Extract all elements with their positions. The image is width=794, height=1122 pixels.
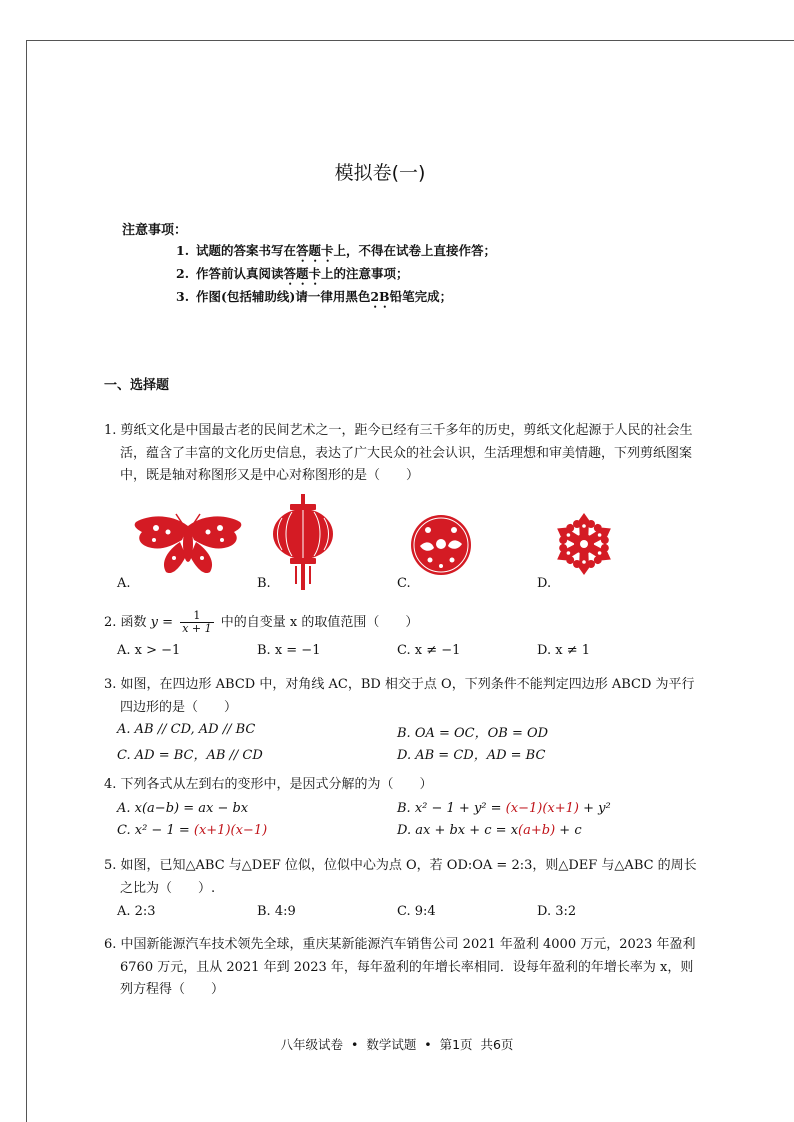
notice-item-text: 铅笔完成； <box>389 289 453 304</box>
notice-item-1 <box>176 241 496 265</box>
question-6-stem: 6. 中国新能源汽车技术领先全球，重庆某新能源汽车销售公司 2021 年盈利 4000 万元，2023 年盈利 6760 万元，且从 2021 年到 2023 年，每年盈利的年增长率相同．设每年盈利的年增长率为 x，则列方程得（ ） <box>104 937 696 997</box>
question-4-stem: 4. 下列各式从左到右的变形中，是因式分解的为（ ） <box>104 777 433 792</box>
page-border-left <box>26 40 27 1122</box>
notice-item-text: 作答前认真阅读 <box>196 266 284 281</box>
question-6 <box>104 934 704 1002</box>
q2-variable: y <box>150 615 159 630</box>
page-border-top <box>26 40 794 41</box>
q2-option-b: B. x = −1 <box>257 643 321 658</box>
notice-item-text: 作图(包括辅助线)请一律用黑色 <box>196 289 371 304</box>
snowflake-papercut-icon <box>552 512 616 576</box>
notice-item-emphasis: 答题卡 <box>296 243 334 258</box>
q2-prefix: 2. 函数 <box>104 615 151 630</box>
round-pattern-papercut-icon <box>410 514 472 576</box>
q2-denominator: x + 1 <box>182 622 212 635</box>
notice-item-text: 试题的答案书写在 <box>196 243 297 258</box>
page-title: 模拟卷(一) <box>334 162 426 184</box>
question-4 <box>104 774 704 797</box>
question-1 <box>104 420 704 488</box>
q2-option-c: C. x ≠ −1 <box>397 643 461 658</box>
notice-item-number: 2. <box>176 266 190 281</box>
q4-option-a: A. x(a−b) = ax − bx <box>117 801 249 816</box>
question-2 <box>104 610 704 635</box>
question-3-stem: 3. 如图，在四边形 ABCD 中，对角线 AC，BD 相交于点 O，下列条件不能判定四边形 ABCD 为平行四边形的是（ ） <box>104 677 695 715</box>
notice-item-text: 上的注意事项； <box>321 266 409 281</box>
q4-c-factor: (x−1) <box>230 823 268 838</box>
butterfly-papercut-icon <box>132 512 244 578</box>
q1-option-d: D. <box>537 576 552 591</box>
section-heading: 一、选择题 <box>104 378 170 393</box>
q1-option-c: C. <box>397 576 411 591</box>
question-5-stem: 5. 如图，已知△ABC 与△DEF 位似，位似中心为点 O，若 OD:OA = 2:3，则△DEF 与△ABC 的周长之比为（ ）. <box>104 858 697 896</box>
q4-option-c <box>117 823 267 838</box>
notice-item-text: 上，不得在试卷上直接作答； <box>333 243 497 258</box>
q2-fraction <box>180 610 213 635</box>
question-5 <box>104 855 704 900</box>
q4-b-text: + y² <box>578 801 611 816</box>
notice-heading: 注意事项： <box>122 223 188 238</box>
q2-numerator: 1 <box>180 610 213 623</box>
q4-d-text: D. ax + bx + c = x <box>397 823 519 838</box>
lantern-papercut-icon <box>270 494 336 590</box>
q1-option-b: B. <box>257 576 271 591</box>
notice-item-3 <box>176 287 452 311</box>
q2-equals: = <box>158 615 178 630</box>
q4-b-factor: (x+1) <box>542 801 579 816</box>
q5-option-d: D. 3:2 <box>537 904 577 919</box>
q3-option-b: B. OA = OC，OB = OD <box>397 726 549 741</box>
q4-option-d <box>397 823 582 838</box>
notice-item-number: 3. <box>176 289 190 304</box>
q1-option-a: A. <box>117 576 131 591</box>
q2-option-a: A. x > −1 <box>117 643 181 658</box>
q2-suffix: 中的自变量 x 的取值范围（ ） <box>216 615 419 630</box>
q5-option-b: B. 4:9 <box>257 904 296 919</box>
notice-item-number: 1. <box>176 243 190 258</box>
q4-c-text: C. x² − 1 = <box>117 823 194 838</box>
question-1-stem: 1. 剪纸文化是中国最古老的民间艺术之一，距今已经有三千多年的历史，剪纸文化起源于人民的社会生活，蕴含了丰富的文化历史信息，表达了广大民众的社会认识，生活理想和审美情趣，下列剪纸图案中，既是轴对称图形又是中心对称图形的是（ ） <box>104 423 693 483</box>
q2-option-d: D. x ≠ 1 <box>537 643 590 658</box>
question-3 <box>104 674 704 719</box>
q4-b-text: B. x² − 1 + y² = <box>397 801 506 816</box>
q4-d-factor: (a+b) <box>518 823 556 838</box>
q5-option-a: A. 2:3 <box>117 904 156 919</box>
notice-item-2 <box>176 264 409 288</box>
q3-option-c: C. AD = BC，AB // CD <box>117 748 263 763</box>
notice-item-emphasis: 2B <box>370 289 390 304</box>
q4-c-factor: (x+1) <box>193 823 231 838</box>
q3-option-d: D. AB = CD，AD = BC <box>397 748 546 763</box>
q4-option-b <box>397 801 611 816</box>
q4-d-text: + c <box>555 823 582 838</box>
notice-item-emphasis: 答题卡 <box>283 266 322 281</box>
q5-option-c: C. 9:4 <box>397 904 436 919</box>
q3-option-a: A. AB // CD, AD // BC <box>117 722 256 737</box>
q4-b-factor: (x−1) <box>505 801 543 816</box>
page-footer: 八年级试卷 • 数学试题 • 第1页 共6页 <box>280 1037 514 1052</box>
